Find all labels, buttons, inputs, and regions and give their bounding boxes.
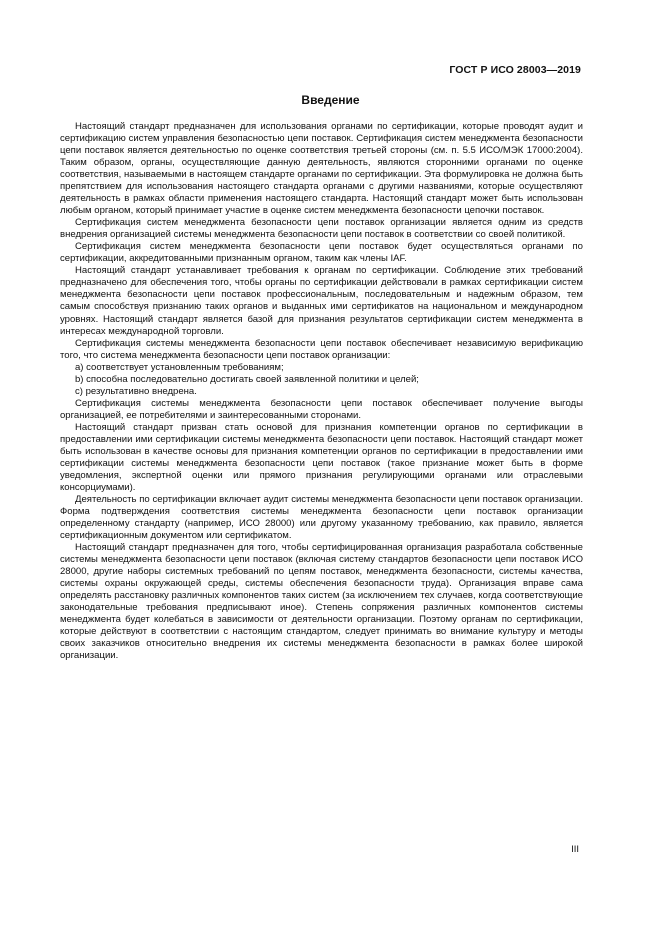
standard-code: ГОСТ Р ИСО 28003—2019 [449,64,581,76]
introduction-body [60,121,583,662]
paragraph: Сертификация системы менеджмента безопасности цепи поставок обеспечивает получение выгоды организацией, ее потребителями и заинтересованными сторонами. [60,397,583,421]
paragraph: Настоящий стандарт предназначен для того, чтобы сертифицированная организация разработала собственные системы менеджмента безопасности цепи поставок (включая систему стандартов безопасности цепи поставок ИСО 28000, другие наборы системных требований по цепям поставок, менеджмента безопасности, системы качества, системы охраны окружающей среды, системы обеспечения безопасности труда). Организация вправе сама определять расстановку различных компонентов таких систем (за исключением тех случаев, когда соответствующие законодательные требования предписывают иное). Степень сопряжения различных компонентов системы менеджмента будет колебаться в зависимости от деятельности организации. Поэтому органам по сертификации, которые действуют в соответствии с настоящим стандартом, следует принимать во внимание культуру и методы своих заказчиков относительно внедрения их системы менеджмента безопасности в рамках более широкой организации. [60,542,583,662]
paragraph: Сертификация систем менеджмента безопасности цепи поставок будет осуществляться органами по сертификации, аккредитованными признанным органом, таким как члены IAF. [60,241,583,265]
list-item: a) соответствует установленным требованиям; [75,361,284,373]
paragraph: Настоящий стандарт призван стать основой для признания компетенции органов по сертификации в предоставлении ими сертификации системы менеджмента безопасности цепи поставок. Настоящий стандарт может быть использован в качестве основы для признания компетенции органов по сертификации в предоставлении ими сертификации системы менеджмента безопасности цепи поставок (такое признание может быть в форме уведомления, экспертной оценки или прямого признания регулирующими органами или отраслевыми консорциумами). [60,421,583,493]
paragraph: Настоящий стандарт предназначен для использования органами по сертификации, которые проводят аудит и сертификацию систем управления безопасностью цепи поставок. Сертификация систем менеджмента безопасности цепи поставок является деятельностью по оценке соответствия третьей стороны (см. п. 5.5 ИСО/МЭК 17000:2004). Таким образом, органы, осуществляющие данную деятельность, являются сторонними органами по оценке соответствия, называемыми в настоящем стандарте органами по сертификации. Эта формулировка не должна быть препятствием для использования настоящего стандарта органами с другими названиями, которые осуществляют деятельность в рамках области применения настоящего стандарта. Настоящий стандарт может быть использован любым органом, который принимает участие в оценке систем менеджмента безопасности цепочки поставок. [60,121,583,217]
paragraph: Сертификация системы менеджмента безопасности цепи поставок обеспечивает независимую верификацию того, что система менеджмента безопасности цепи поставок организации: [60,337,583,361]
list-item: b) способна последовательно достигать своей заявленной политики и целей; [75,373,419,385]
paragraph: Настоящий стандарт устанавливает требования к органам по сертификации. Соблюдение этих требований предназначено для обеспечения того, чтобы органы по сертификации действовали в рамках сертификации систем менеджмента безопасности цепи поставок профессиональным, последовательным и надежным образом, тем самым способствуя признанию таких органов и выданных ими сертификатов на национальном и международном уровнях. Настоящий стандарт является базой для признания результатов сертификации систем менеджмента в интересах международной торговли. [60,265,583,337]
section-title: Введение [301,93,360,107]
paragraph: Сертификация систем менеджмента безопасности цепи поставок организации является одним из средств внедрения организацией системы менеджмента безопасности цепи поставок в соответствии со своей политикой. [60,217,583,241]
list-item: c) результативно внедрена. [75,385,197,397]
page-number: III [571,844,579,855]
paragraph: Деятельность по сертификации включает аудит системы менеджмента безопасности цепи поставок организации. Форма подтверждения соответствия системы менеджмента безопасности цепи поставок организации определенному стандарту (например, ИСО 28000) или другому указанному требованию, как правило, является сертификационным документом или сертификатом. [60,493,583,542]
